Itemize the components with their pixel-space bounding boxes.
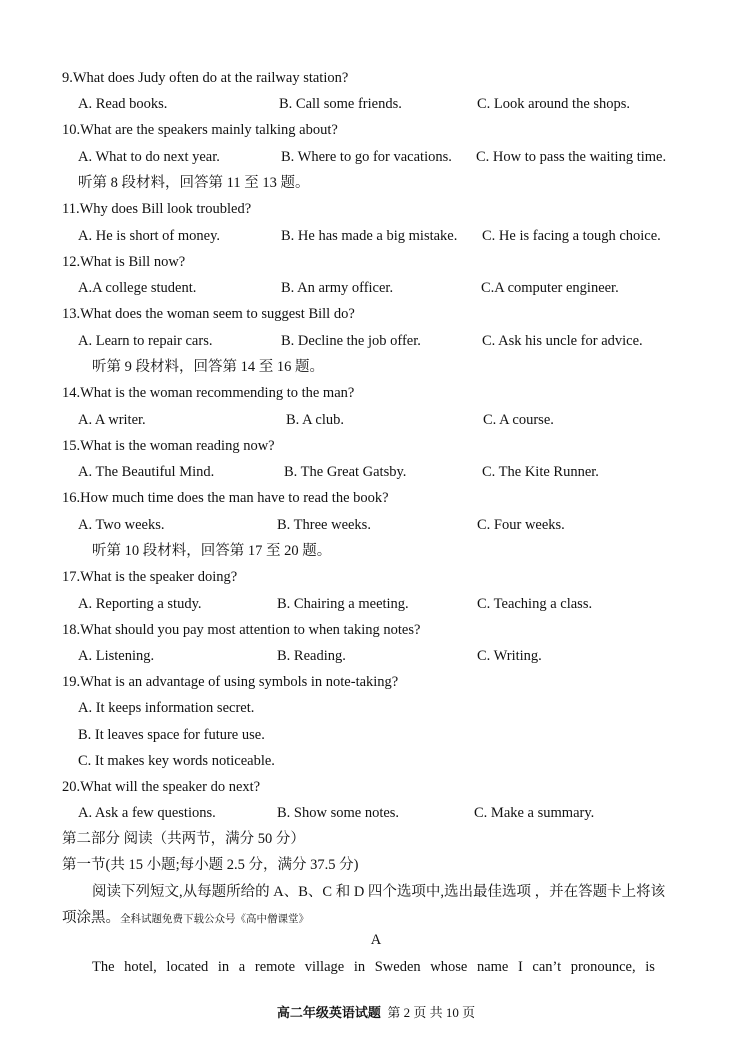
q10-option-c: C. How to pass the waiting time. [476,149,667,165]
q10-option-b: B. Where to go for vacations. [281,149,452,165]
footer-title: 高二年级英语试题 [276,1005,381,1020]
q12-option-b: B. An army officer. [281,280,394,296]
question-15: 15.What is the woman reading now? [62,438,275,454]
q11-option-c: C. He is facing a tough choice. [482,228,661,244]
q18-option-a: A. Listening. [78,648,155,664]
q16-option-b: B. Three weeks. [277,517,371,533]
question-20: 20.What will the speaker do next? [62,779,261,795]
q18-option-b: B. Reading. [277,648,346,664]
q17-option-b: B. Chairing a meeting. [277,596,409,612]
q15-option-a: A. The Beautiful Mind. [78,464,215,480]
reading-instruction-line2: 项涂黑。 [62,910,120,926]
q9-option-b: B. Call some friends. [279,96,402,112]
q14-option-a: A. A writer. [78,412,146,428]
section-one-title: 第一节(共 15 小题;每小题 2.5 分，满分 37.5 分) [62,857,359,873]
q13-option-a: A. Learn to repair cars. [78,333,213,349]
reading-instruction: 阅读下列短文,从每题所给的 A、B、C 和 D 四个选项中,选出最佳选项 ，并在答题卡上将该 [92,884,666,900]
question-10: 10.What are the speakers mainly talking about? [62,122,338,138]
part-two-title: 第二部分 阅读（共两节，满分 50 分） [62,831,305,847]
section-header-8: 听第 8 段材料，回答第 11 至 13 题。 [78,175,310,191]
footer-page-number: 第 2 页 共 10 页 [387,1005,476,1020]
q9-option-a: A. Read books. [78,96,168,112]
passage-label: A [370,932,382,948]
question-13: 13.What does the woman seem to suggest Bill do? [62,306,355,322]
question-11: 11.Why does Bill look troubled? [62,201,252,217]
q17-option-c: C. Teaching a class. [477,596,593,612]
section-header-10: 听第 10 段材料，回答第 17 至 20 题。 [92,543,332,559]
q9-option-c: C. Look around the shops. [477,96,631,112]
question-9: 9.What does Judy often do at the railway station? [62,70,349,86]
question-16: 16.How much time does the man have to read the book? [62,490,389,506]
download-note: 全科试题免费下载公众号《高中僧课堂》 [120,914,309,925]
q13-option-b: B. Decline the job offer. [281,333,421,349]
q12-option-a: A.A college student. [78,280,197,296]
passage-first-line: The hotel, located in a remote village in Sweden whose name I can’t pronounce, is [92,959,655,975]
question-18: 18.What should you pay most attention to when taking notes? [62,622,421,638]
q17-option-a: A. Reporting a study. [78,596,202,612]
q15-option-c: C. The Kite Runner. [482,464,599,480]
reading-instruction-end [62,909,309,929]
q11-option-b: B. He has made a big mistake. [281,228,458,244]
question-12: 12.What is Bill now? [62,254,186,270]
q11-option-a: A. He is short of money. [78,228,221,244]
q15-option-b: B. The Great Gatsby. [284,464,407,480]
q20-option-a: A. Ask a few questions. [78,805,216,821]
question-14: 14.What is the woman recommending to the man? [62,385,355,401]
question-19: 19.What is an advantage of using symbols in note-taking? [62,674,399,690]
q10-option-a: A. What to do next year. [78,149,220,165]
q20-option-b: B. Show some notes. [277,805,400,821]
question-17: 17.What is the speaker doing? [62,569,238,585]
q19-option-c: C. It makes key words noticeable. [78,753,275,769]
q16-option-c: C. Four weeks. [477,517,565,533]
q13-option-c: C. Ask his uncle for advice. [482,333,643,349]
section-header-9: 听第 9 段材料，回答第 14 至 16 题。 [92,359,324,375]
q14-option-c: C. A course. [483,412,554,428]
page-footer [0,1004,752,1022]
q16-option-a: A. Two weeks. [78,517,165,533]
q19-option-a: A. It keeps information secret. [78,700,255,716]
q18-option-c: C. Writing. [477,648,542,664]
q14-option-b: B. A club. [286,412,345,428]
q12-option-c: C.A computer engineer. [481,280,619,296]
q19-option-b: B. It leaves space for future use. [78,727,265,743]
q20-option-c: C. Make a summary. [474,805,595,821]
